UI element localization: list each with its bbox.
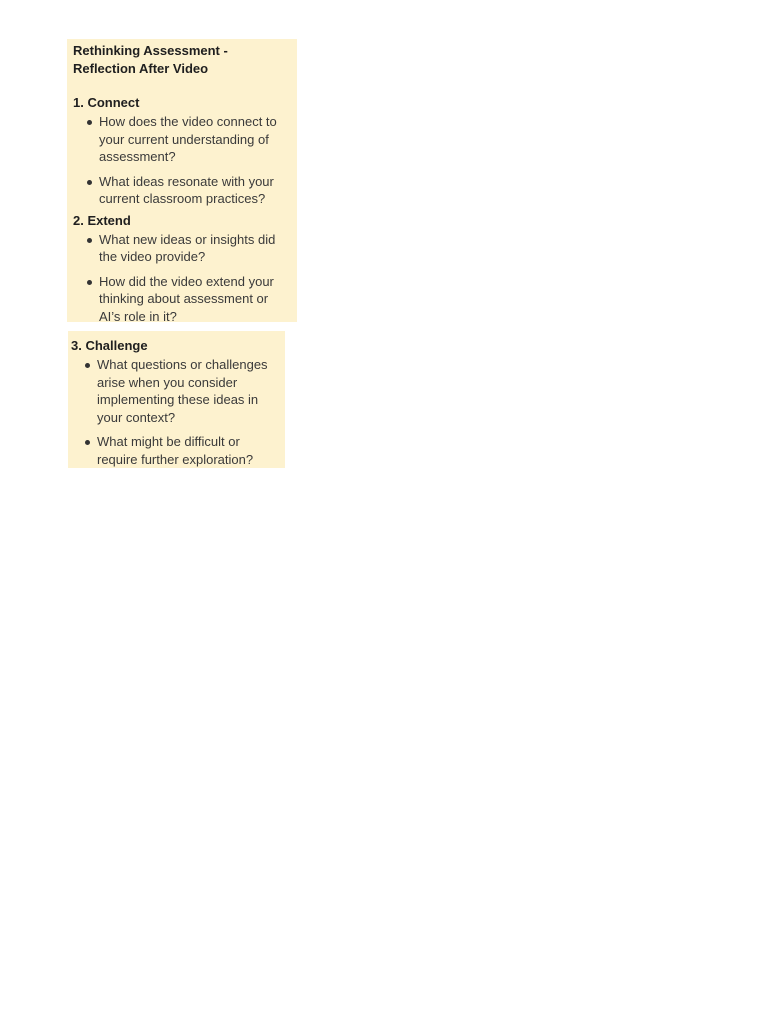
- question-text: How did the video extend your thinking about assessment or AI’s role in it?: [99, 273, 274, 324]
- list-item: [73, 273, 291, 326]
- list-item: [71, 433, 281, 468]
- bullet-icon: [87, 180, 92, 185]
- bullet-icon: [87, 280, 92, 285]
- connect-question-list: [73, 113, 291, 208]
- list-item: [71, 356, 281, 426]
- section-connect: [73, 94, 291, 208]
- question-text: What questions or challenges arise when you consider implementing these ideas in your context?: [97, 357, 268, 425]
- question-text: What new ideas or insights did the video provide?: [99, 231, 276, 264]
- bullet-icon: [85, 440, 90, 445]
- challenge-note-card: [68, 331, 285, 468]
- reflection-note-card: [67, 39, 297, 322]
- section-extend: [73, 212, 291, 326]
- question-text: What ideas resonate with your current classroom practices?: [99, 173, 274, 206]
- section-heading-challenge: 3. Challenge: [71, 338, 148, 353]
- question-text: How does the video connect to your current understanding of assessment?: [99, 114, 277, 164]
- question-text: What might be difficult or require further exploration?: [97, 434, 254, 467]
- title-line-1: Rethinking Assessment -: [73, 43, 228, 58]
- title-line-2: Reflection After Video: [73, 61, 209, 76]
- list-item: [73, 173, 291, 208]
- bullet-icon: [85, 363, 90, 368]
- list-item: [73, 231, 291, 266]
- challenge-question-list: [71, 356, 281, 468]
- section-heading-connect: 1. Connect: [73, 95, 140, 110]
- section-challenge: [71, 337, 281, 468]
- list-item: [73, 113, 291, 166]
- document-title: [73, 42, 291, 78]
- bullet-icon: [87, 238, 92, 243]
- section-heading-extend: 2. Extend: [73, 212, 131, 228]
- extend-question-list: [73, 231, 291, 326]
- bullet-icon: [87, 120, 92, 125]
